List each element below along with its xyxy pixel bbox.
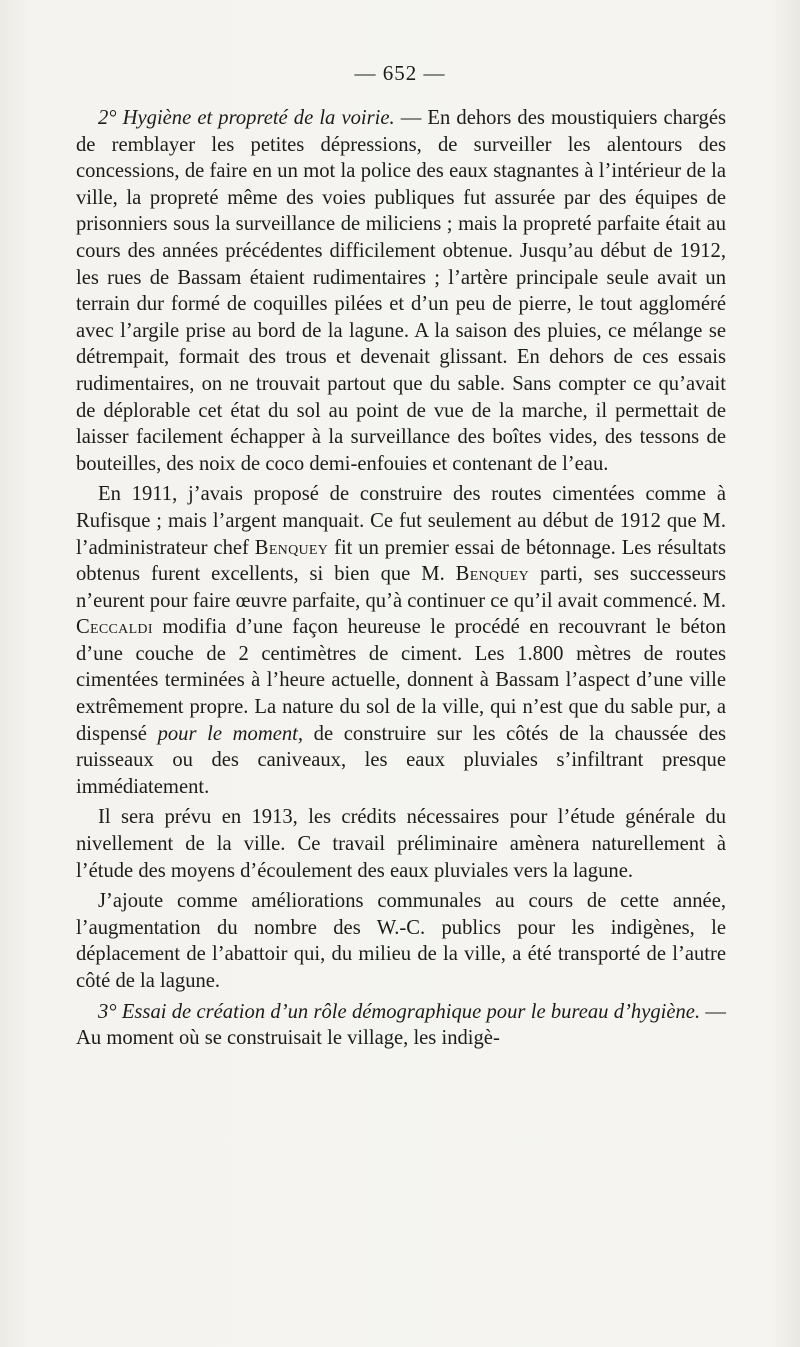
paragraph-text: J’ajoute comme améliorations communales au cours de cette année, l’augmentation du nombre des W.-C. publics pour les indigènes, le déplacement de l’abattoir qui, du milieu de la ville, a été transporté de l’autre côté de la lagune. (76, 890, 726, 992)
person-name: Benquey (455, 563, 530, 586)
person-name: Benquey (254, 536, 329, 559)
paragraph-routes-cimentees (76, 481, 726, 800)
person-name: Ceccaldi (76, 616, 153, 639)
page-number: — 652 — (354, 61, 446, 85)
paragraph-text: — En dehors des moustiquiers chargés de remblayer les petites dépressions, de surveiller les alentours des concessions, de faire en un mot la police des eaux stagnantes à l’intérieur de la ville, la propreté même des voies publiques fut assurée par des équipes de prisonniers sous la surveillance de miliciens ; mais la propreté parfaite était au cours des années précédentes difficilement obtenue. Jusqu’au début de 1912, les rues de Bassam étaient rudimentaires ; l’artère principale seule avait un terrain dur formé de coquilles pilées et d’un peu de pierre, le tout aggloméré avec l’argile prise au bord de la lagune. A la saison des pluies, ce mélange se détrempait, formait des trous et devenait glissant. En dehors de ces essais rudimentaires, on ne trouvait partout que du sable. Sans compter ce qu’avait de déplorable cet état du sol au point de vue de la marche, il permettait de laisser facilement échapper à la surveillance des boîtes vides, des tessons de bouteilles, des noix de coco demi-enfouies et contenant de l’eau. (76, 107, 726, 475)
body-text (76, 105, 726, 1052)
paragraph-text: modifia d’une façon heureuse le procédé en recouvrant le béton d’une couche de 2 centimètres de ciment. Les 1.800 mètres de routes cimentées terminées à l’heure actuelle, donnent à Bassam l’aspect d’une ville extrêmement propre. La nature du sol de la ville, qui n’est que du sable pur, a dispensé (76, 616, 726, 745)
paragraph-role-demographique (76, 999, 726, 1052)
paragraph-text: En 1911, j’avais proposé de construire des routes cimentées comme à Rufisque ; mais l’argent manquait. Ce fut seulement au début de 1912 que M. l’administrateur chef (76, 483, 726, 559)
italic-phrase: pour le moment, (157, 722, 304, 745)
section-heading-hygiene: 2° Hygiène et propreté de la voirie. (98, 107, 395, 129)
paragraph-text: fit un premier essai de bétonnage. Les résultats obtenus furent excellents, si bien que M. (76, 536, 726, 586)
paragraph-text: parti, ses successeurs n’eurent pour faire œuvre parfaite, qu’à continuer ce qu’il avait commencé. M. (76, 563, 726, 612)
paragraph-text: Il sera prévu en 1913, les crédits nécessaires pour l’étude générale du nivellement de la ville. Ce travail préliminaire amènera naturellement à l’étude des moyens d’écoulement des eaux pluviales vers la lagune. (76, 806, 726, 882)
paragraph-text: de construire sur les côtés de la chaussée des ruisseaux ou des caniveaux, les eaux pluviales s’infiltrant presque immédiatement. (76, 722, 726, 798)
paragraph-ameliorations (76, 888, 726, 994)
section-heading-demographie: 3° Essai de création d’un rôle démographique pour le bureau d’hygiène. (98, 1000, 701, 1023)
paragraph-nivellement (76, 804, 726, 884)
paragraph-text: — Au moment où se construisait le village, les indigè- (76, 1000, 727, 1050)
paragraph-hygiene-voirie (76, 105, 726, 477)
